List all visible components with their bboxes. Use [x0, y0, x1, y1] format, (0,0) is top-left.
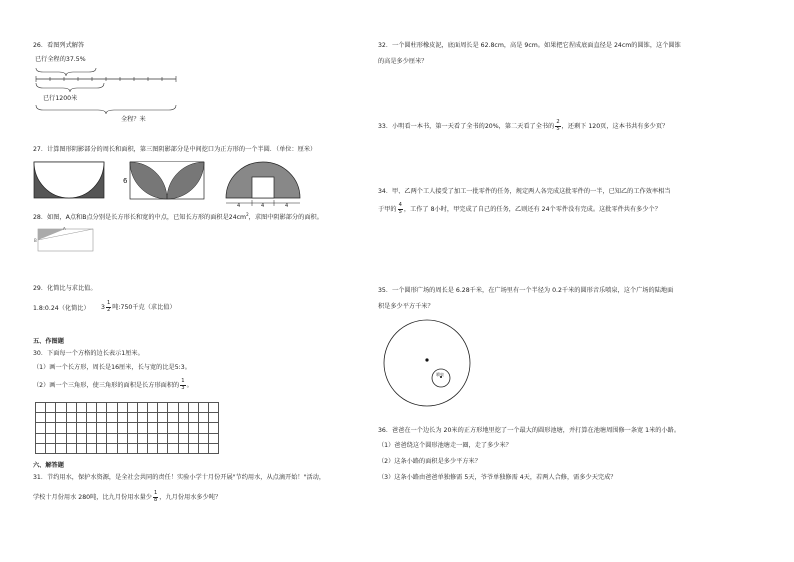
grid-cell[interactable] — [56, 434, 66, 444]
q28-text-b: ，求图中阴影部分的面积。 — [248, 214, 323, 222]
grid-cell[interactable] — [199, 434, 209, 444]
grid-cell[interactable] — [179, 434, 189, 444]
grid-cell[interactable] — [148, 403, 158, 413]
grid-cell[interactable] — [67, 413, 77, 423]
q35-line2: 积是多少平方千米？ — [378, 303, 434, 310]
grid-cell[interactable] — [168, 423, 178, 433]
grid-cell[interactable] — [36, 413, 46, 423]
q26-label-bottom: 已行1200米 — [43, 95, 78, 102]
q36-part3: （3）这条小路由爸爸单独修需 5天，爷爷单独修需 4天，若两人合修，需多少天完成？ — [378, 474, 617, 481]
grid-cell[interactable] — [189, 403, 199, 413]
grid-cell[interactable] — [107, 423, 117, 433]
grid-cell[interactable] — [97, 444, 107, 454]
q31-line1: 31．节约用水，保护水资源，是全社会共同的责任！实验小学十月份开展"节约用水，从点滴开始！"活动， — [33, 474, 326, 481]
grid-cell[interactable] — [128, 413, 138, 423]
grid-cell[interactable] — [168, 413, 178, 423]
grid-cell[interactable] — [77, 423, 87, 433]
q30-part2-text: （2）画一个三角形，使三角形的面积是长方形面积的 — [33, 382, 180, 389]
q33-text: 33．小明看一本书，第一天看了全书的20%，第二天看了全书的 $\frac{2}{5}$ ，还剩下 120页，这本书共有多少页？ — [378, 119, 669, 132]
section-6-heading: 六、解答题 — [33, 462, 64, 469]
grid-cell[interactable] — [209, 444, 219, 454]
grid-cell[interactable] — [118, 403, 128, 413]
grid-cell[interactable] — [168, 434, 178, 444]
grid-cell[interactable] — [36, 444, 46, 454]
grid-cell[interactable] — [199, 444, 209, 454]
q26-segments — [33, 55, 183, 125]
grid-cell[interactable] — [118, 413, 128, 423]
grid-cell[interactable] — [209, 423, 219, 433]
grid-cell[interactable] — [87, 413, 97, 423]
grid-cell[interactable] — [209, 434, 219, 444]
grid-cell[interactable] — [46, 423, 56, 433]
grid-cell[interactable] — [148, 434, 158, 444]
q28-point-b: B — [34, 238, 37, 243]
q35-plaza-figure — [382, 318, 472, 408]
grid-cell[interactable] — [97, 434, 107, 444]
grid-cell[interactable] — [77, 434, 87, 444]
grid-cell[interactable] — [87, 423, 97, 433]
grid-cell[interactable] — [46, 403, 56, 413]
grid-cell[interactable] — [118, 423, 128, 433]
q30-square-grid[interactable] — [35, 402, 219, 454]
grid-cell[interactable] — [67, 403, 77, 413]
grid-cell[interactable] — [107, 413, 117, 423]
q29-expr1: 1.8:0.24（化简比） — [33, 305, 90, 312]
grid-cell[interactable] — [189, 423, 199, 433]
q31-line2: 学校十月份用水 280吨，比九月份用水量少 $\frac{1}{8}$ ，九月份用水多少吨？ — [33, 490, 222, 503]
grid-cell[interactable] — [128, 444, 138, 454]
q30-title: 30．下面每一个方格的边长表示1厘米。 — [33, 350, 144, 357]
grid-cell[interactable] — [56, 423, 66, 433]
grid-cell[interactable] — [97, 413, 107, 423]
grid-cell[interactable] — [179, 423, 189, 433]
grid-cell[interactable] — [118, 434, 128, 444]
grid-cell[interactable] — [67, 444, 77, 454]
fountain-label: 喷泉 — [436, 372, 444, 377]
grid-cell[interactable] — [46, 413, 56, 423]
grid-cell[interactable] — [67, 423, 77, 433]
q27-figure-1 — [33, 161, 107, 199]
q28-figure — [33, 227, 95, 253]
q26-label-top: 已行全程的37.5% — [35, 56, 86, 63]
q29-expr2 — [101, 301, 176, 313]
grid-cell[interactable] — [189, 444, 199, 454]
q26-label-total: 全程？米 — [121, 116, 146, 123]
section-5-heading: 五、作图题 — [33, 338, 64, 345]
grid-cell[interactable] — [189, 434, 199, 444]
q29-rest: 吨:750千克（求比值） — [112, 304, 176, 311]
grid-cell[interactable] — [179, 413, 189, 423]
grid-cell[interactable] — [87, 434, 97, 444]
q31-fraction: $\frac{1}{8}$ — [153, 490, 158, 503]
q33-fraction: $\frac{2}{5}$ — [556, 119, 560, 132]
q36-line1: 36．爸爸在一个边长为 20米的正方形地里挖了一个最大的圆形池塘，并打算在池塘周围修一条宽 1米的小路。 — [378, 427, 681, 434]
grid-cell[interactable] — [199, 403, 209, 413]
q28-sup: 2 — [246, 212, 249, 217]
grid-cell[interactable] — [128, 403, 138, 413]
q27-dim-4a: 4 — [237, 203, 241, 209]
grid-cell[interactable] — [77, 413, 87, 423]
grid-cell[interactable] — [158, 434, 168, 444]
q27-figure-2 — [113, 161, 205, 201]
grid-cell[interactable] — [87, 403, 97, 413]
grid-cell[interactable] — [209, 403, 219, 413]
q28-text-a: 28．如图，A点和B点分别是长方形长和宽的中点，已知长方形的面积是24cm — [33, 214, 247, 222]
q34-fraction: $\frac{4}{5}$ — [398, 202, 402, 215]
plaza-circle — [384, 320, 470, 406]
grid-cell[interactable] — [138, 423, 148, 433]
grid-cell[interactable] — [56, 403, 66, 413]
grid-cell[interactable] — [138, 444, 148, 454]
grid-cell[interactable] — [46, 444, 56, 454]
q32-line1: 32．一个圆柱形橡皮泥，底面周长是 62.8cm，高是 9cm。如果把它捏成底面直径是 24cm的圆锥，这个圆锥 — [378, 42, 681, 49]
q34-line1: 34．甲、乙两个工人接受了加工一批零件的任务，规定两人各完成这批零件的一半，已知乙的工作效率相当 — [378, 188, 671, 195]
grid-cell[interactable] — [97, 403, 107, 413]
grid-cell[interactable] — [87, 444, 97, 454]
grid-cell[interactable] — [77, 403, 87, 413]
grid-cell[interactable] — [158, 413, 168, 423]
q30-part1: （1）画一个长方形，周长是16厘米，长与宽的比是5:3。 — [33, 364, 191, 371]
grid-cell[interactable] — [158, 444, 168, 454]
plaza-center-dot — [425, 358, 428, 361]
grid-cell[interactable] — [97, 423, 107, 433]
grid-cell[interactable] — [128, 434, 138, 444]
grid-cell[interactable] — [148, 423, 158, 433]
q29-title: 29．化简比与求比值。 — [33, 285, 97, 292]
grid-cell[interactable] — [199, 413, 209, 423]
q27-text: 27．计算图形阴影部分的周长和面积，第三图阴影部分是中间挖口为正方形的一个半圆．（单位：厘米） — [33, 146, 317, 153]
grid-cell[interactable] — [128, 423, 138, 433]
q36-part2: （2）这条小路的面积是多少平方米？ — [378, 458, 481, 465]
grid-cell[interactable] — [46, 434, 56, 444]
grid-cell[interactable] — [179, 444, 189, 454]
grid-cell[interactable] — [179, 403, 189, 413]
grid-cell[interactable] — [138, 413, 148, 423]
q29-fraction: $\frac{1}{2}$ — [106, 300, 111, 313]
grid-cell[interactable] — [36, 423, 46, 433]
grid-cell[interactable] — [107, 403, 117, 413]
grid-cell[interactable] — [36, 434, 46, 444]
grid-cell[interactable] — [77, 444, 87, 454]
q29-whole: 3 — [101, 304, 105, 311]
grid-cell[interactable] — [138, 434, 148, 444]
grid-cell[interactable] — [209, 413, 219, 423]
grid-cell[interactable] — [56, 444, 66, 454]
q27-figure-3 — [224, 161, 302, 209]
grid-cell[interactable] — [148, 444, 158, 454]
grid-cell[interactable] — [189, 413, 199, 423]
grid-cell[interactable] — [199, 423, 209, 433]
grid-cell[interactable] — [56, 413, 66, 423]
grid-cell[interactable] — [168, 444, 178, 454]
grid-cell[interactable] — [36, 403, 46, 413]
q32-line2: 的高是多少厘米？ — [378, 58, 428, 65]
grid-cell[interactable] — [118, 444, 128, 454]
q26-title: 26．看图列式解答 — [33, 42, 85, 49]
q28-point-a: A — [63, 227, 66, 231]
q35-line1: 35．一个圆形广场的周长是 6.28千米，在广场里有一个半径为 0.2千米的圆形音乐喷泉，这个广场的陆地面 — [378, 287, 674, 294]
q26-diagram — [33, 55, 183, 125]
q34-line2: 于甲的 $\frac{4}{5}$ ，工作了 8小时，甲完成了自己的任务，乙则还有 24个零件没有完成。这批零件共有多少个？ — [378, 202, 661, 215]
q36-part1: （1）爸爸绕这个圆形池塘走一圈，走了多少米？ — [378, 442, 512, 449]
grid-cell[interactable] — [158, 423, 168, 433]
grid-cell[interactable] — [148, 413, 158, 423]
q30-part2: （2）画一个三角形，使三角形的面积是长方形面积的 $\frac{1}{3}$ 。 — [33, 378, 193, 391]
q27-dim-6: 6 — [123, 177, 128, 185]
grid-cell[interactable] — [107, 444, 117, 454]
grid-cell[interactable] — [138, 403, 148, 413]
grid-cell[interactable] — [158, 403, 168, 413]
grid-cell[interactable] — [107, 434, 117, 444]
grid-cell[interactable] — [67, 434, 77, 444]
grid-cell[interactable] — [168, 403, 178, 413]
q27-dim-4c: 4 — [285, 203, 289, 209]
q30-fraction: $\frac{1}{3}$ — [181, 378, 185, 391]
q27-dim-4b: 4 — [261, 203, 265, 209]
q28-text — [33, 213, 323, 222]
